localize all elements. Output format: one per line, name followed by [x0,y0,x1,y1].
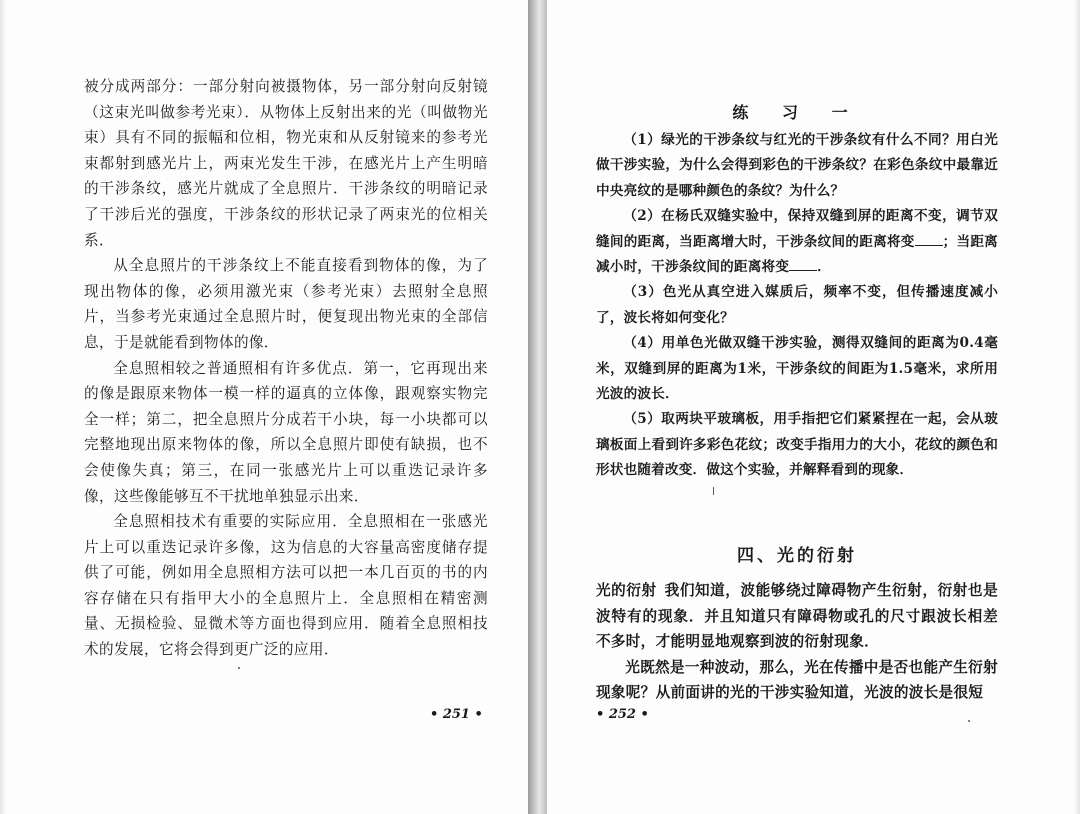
paragraph: 全息照相较之普通照相有许多优点．第一，它再现出来的像是跟原来物体一模一样的逼真的立体像，跟观察实物完全一样；第二，把全息照片分成若干小块，每一小块都可以完整地现出原来物体的像，所以全息照片即使有缺损，也不会使像失真；第三，在同一张感光片上可以重迭记录许多像，这些像能够互不干扰地单独显示出来． [84,359,488,505]
page-number-right: • 252 • [596,707,649,722]
exercise-list [596,128,998,484]
right-page-body [596,578,998,706]
scan-speck [238,667,240,669]
answer-blank [915,244,943,246]
paragraph: 光既然是一种波动，那么，光在传播中是否也能产生衍射现象呢？从前面讲的光的干涉实验知道，光波的波长是很短 [596,658,998,702]
left-page-body [84,74,488,663]
exercise-item: （2）在杨氏双缝实验中，保持双缝到屏的距离不变，调节双缝间的距离，当距离增大时，干涉条纹间的距离将变 ；当距离减小时，干涉条纹间的距离将变 ． [596,208,998,276]
page-shadow-left [0,0,6,814]
paragraph: 全息照相技术有重要的实际应用．全息照相在一张感光片上可以重迭记录许多像，这为信息的大容量高密度储存提供了可能，例如用全息照相方法可以把一本几百页的书的内容存储在只有指甲大小的全息照片上．全息照相在精密测量、无损检验、显微术等方面也得到应用．随着全息照相技术的发展，它将会得到更广泛的应用． [84,513,488,659]
book-gutter [528,0,547,814]
exercise-item: （5）取两块平玻璃板，用手指把它们紧紧捏在一起，会从玻璃板面上看到许多彩色花纹；改变手指用力的大小，花纹的颜色和形状也随着改变．做这个实验，并解释看到的现象． [596,411,998,479]
page-number-left: • 251 • [430,707,483,722]
exercise-item: （3）色光从真空进入媒质后，频率不变，但传播速度减小了，波长将如何变化？ [596,284,998,326]
paragraph: 从全息照片的干涉条纹上不能直接看到物体的像，为了现出物体的像，必须用激光束（参考光束）去照射全息照片，当参考光束通过全息照片时，便复现出物光束的全部信息，于是就能看到物体的像． [84,257,488,351]
answer-blank [789,269,817,271]
exercise-item: （4）用单色光做双缝干涉实验，测得双缝间的距离为0.4毫米，双缝到屏的距离为1米，干涉条纹的间距为1.5毫米，求所用光波的波长． [596,335,998,403]
scan-speck [968,720,970,722]
exercise-title: 练 习 一 [732,103,862,122]
paragraph: 被分成两部分：一部分射向被摄物体，另一部分射向反射镜（这束光叫做参考光束）．从物体上反射出来的光（叫做物光束）具有不同的振幅和位相，物光束和从反射镜来的参考光束都射到感光片上，两束光发生干涉，在感光片上产生明暗的干涉条纹，感光片就成了全息照片．干涉条纹的明暗记录了干涉后光的强度，干涉条纹的形状记录了两束光的位相关系． [84,78,488,249]
scan-speck [713,487,714,495]
paragraph: 光的衍射 我们知道，波能够绕过障碍物产生衍射，衍射也是波特有的现象．并且知道只有障碍物或孔的尺寸跟波长相差不多时，才能明显地观察到波的衍射现象． [596,582,998,651]
exercise-item: （1）绿光的干涉条纹与红光的干涉条纹有什么不同？用白光做干涉实验，为什么会得到彩色的干涉条纹？在彩色条纹中最靠近中央亮纹的是哪种颜色的条纹？为什么？ [596,132,998,199]
page-shadow-right [1074,0,1080,814]
section-title: 四、光的衍射 [737,546,857,566]
run-in-heading: 光的衍射 [596,582,657,599]
